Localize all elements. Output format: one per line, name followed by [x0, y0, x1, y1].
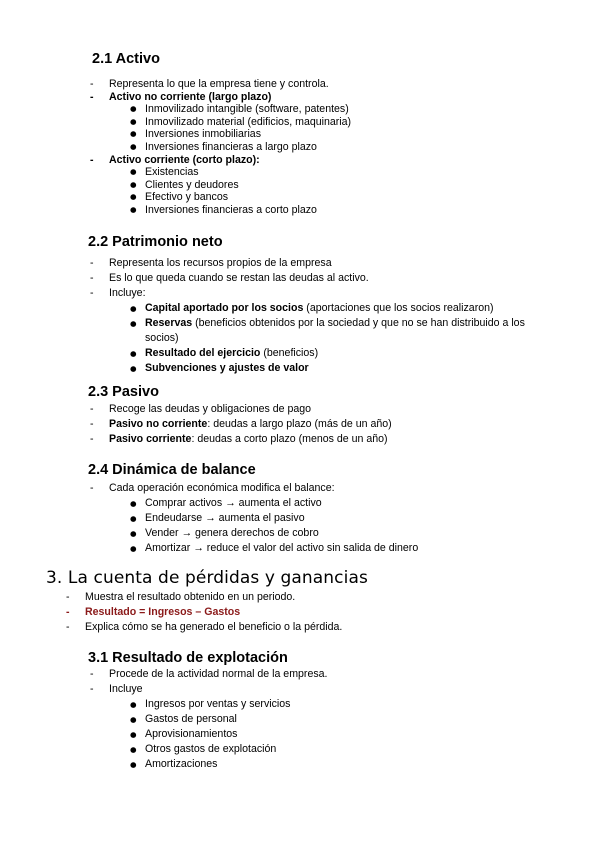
bullet-list-patrimonio — [128, 301, 560, 376]
heading-3: 3. La cuenta de pérdidas y ganancias — [46, 568, 368, 588]
list-item: ● Resultado del ejercicio (beneficios) — [128, 346, 560, 361]
dash-list — [90, 402, 560, 447]
heading-2-1: 2.1 Activo — [92, 51, 160, 67]
list-item: - Pasivo no corriente: deudas a largo plazo (más de un año) — [90, 417, 560, 432]
section-2-4-body — [90, 481, 560, 556]
list-item: - Muestra el resultado obtenido en un periodo. — [66, 590, 566, 605]
list-item: ● Amortizar → reduce el valor del activo sin salida de dinero — [128, 541, 560, 556]
list-item: ● Capital aportado por los socios (aportaciones que los socios realizaron) — [128, 301, 560, 316]
list-item: ● Vender → genera derechos de cobro — [128, 526, 560, 541]
list-item: ● Inversiones financieras a largo plazo — [128, 141, 570, 154]
list-item: - Representa lo que la empresa tiene y controla. — [90, 78, 570, 91]
list-item: - Recoge las deudas y obligaciones de pago — [90, 402, 560, 417]
list-item: ● Existencias — [128, 166, 570, 179]
list-item: ● Inversiones inmobiliarias — [128, 128, 570, 141]
section-3-1-body — [90, 667, 560, 772]
list-item: - Representa los recursos propios de la empresa — [90, 256, 560, 271]
dash-list — [90, 481, 560, 496]
list-item: ● Clientes y deudores — [128, 179, 570, 192]
list-item: ● Endeudarse → aumenta el pasivo — [128, 511, 560, 526]
heading-2-4: 2.4 Dinámica de balance — [88, 462, 256, 478]
list-item: ● Otros gastos de explotación — [128, 742, 560, 757]
dash-list — [66, 590, 566, 635]
list-item: - Procede de la actividad normal de la empresa. — [90, 667, 560, 682]
list-item: ● Reservas (beneficios obtenidos por la sociedad y que no se han distribuido a los socios) — [128, 316, 560, 346]
list-item: - Cada operación económica modifica el balance: — [90, 481, 560, 496]
list-item: - Incluye: — [90, 286, 560, 301]
list-item: - Incluye — [90, 682, 560, 697]
section-2-2-body — [90, 256, 560, 376]
list-item: ● Subvenciones y ajustes de valor — [128, 361, 560, 376]
list-item: ● Aprovisionamientos — [128, 727, 560, 742]
dash-list — [90, 154, 570, 167]
heading-2-3: 2.3 Pasivo — [88, 384, 159, 400]
list-item: ● Gastos de personal — [128, 712, 560, 727]
list-item: ● Comprar activos → aumenta el activo — [128, 496, 560, 511]
list-item: ● Efectivo y bancos — [128, 191, 570, 204]
dash-list — [90, 256, 560, 301]
heading-2-2: 2.2 Patrimonio neto — [88, 234, 223, 250]
dash-list — [90, 78, 570, 103]
list-item: ● Inmovilizado material (edificios, maquinaria) — [128, 116, 570, 129]
list-item: - Activo corriente (corto plazo): — [90, 154, 570, 167]
bullet-list-no-corriente — [128, 103, 570, 153]
section-3-body — [66, 590, 566, 635]
heading-3-1: 3.1 Resultado de explotación — [88, 650, 288, 666]
bullet-list-explotacion — [128, 697, 560, 772]
bullet-list-operaciones — [128, 496, 560, 556]
list-item: - Es lo que queda cuando se restan las deudas al activo. — [90, 271, 560, 286]
list-item: - Pasivo corriente: deudas a corto plazo (menos de un año) — [90, 432, 560, 447]
section-2-1-body — [90, 78, 570, 217]
list-item: ● Ingresos por ventas y servicios — [128, 697, 560, 712]
dash-list — [90, 667, 560, 697]
list-item: - Activo no corriente (largo plazo) — [90, 91, 570, 104]
list-item: ● Amortizaciones — [128, 757, 560, 772]
section-2-3-body — [90, 402, 560, 447]
bullet-list-corriente — [128, 166, 570, 216]
formula-resultado: - Resultado = Ingresos – Gastos — [66, 605, 566, 620]
list-item: ● Inmovilizado intangible (software, patentes) — [128, 103, 570, 116]
list-item: ● Inversiones financieras a corto plazo — [128, 204, 570, 217]
list-item: - Explica cómo se ha generado el beneficio o la pérdida. — [66, 620, 566, 635]
